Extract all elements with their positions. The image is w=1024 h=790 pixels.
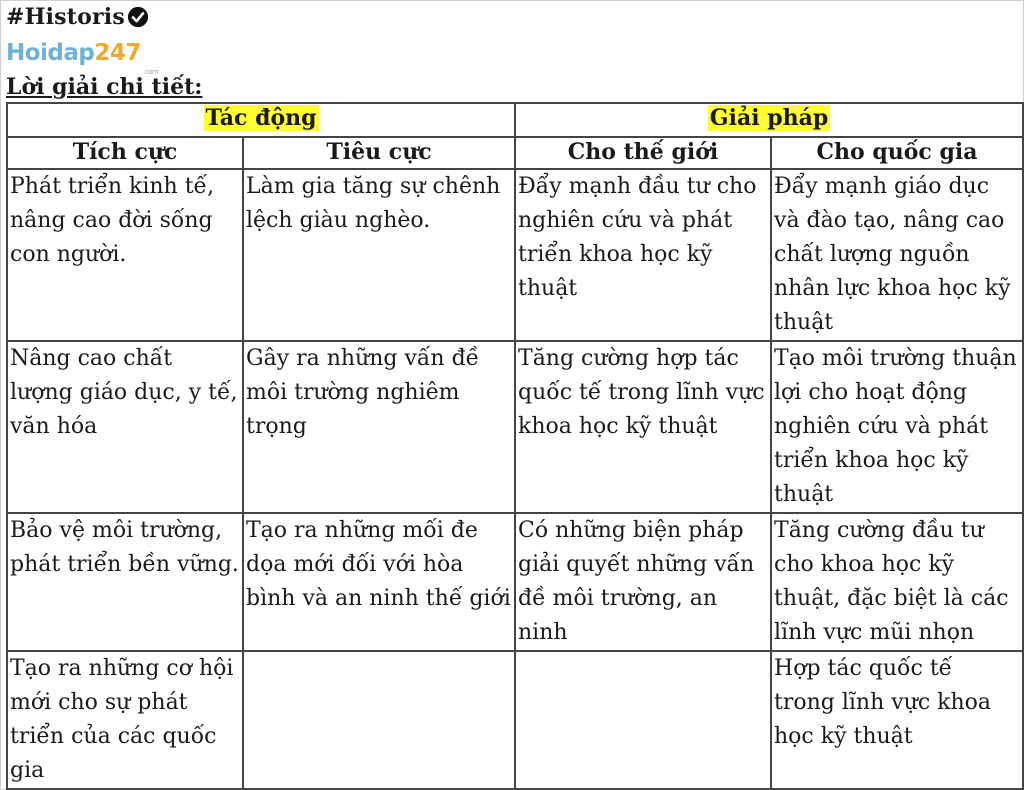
- table-row: [7, 513, 1023, 651]
- sub-header-positive: Tích cực: [7, 137, 243, 169]
- group-header-solution: [515, 103, 1023, 137]
- sub-header-nation: Cho quốc gia: [771, 137, 1023, 169]
- table-cell: Tạo môi trường thuận lợi cho hoạt động nghiên cứu và phát triển khoa học kỹ thuật: [771, 341, 1023, 513]
- table-cell: Có những biện pháp giải quyết những vấn đề môi trường, an ninh: [515, 513, 771, 651]
- sub-header-world: Cho thế giới: [515, 137, 771, 169]
- logo-main: oidap: [24, 40, 95, 66]
- section-title: Lời giải chi tiết:: [6, 74, 203, 100]
- hashtag-text: #Historis: [6, 4, 125, 30]
- table-row: [7, 651, 1023, 789]
- group-header-row: [7, 103, 1023, 137]
- table-cell: Gây ra những vấn đề môi trường nghiêm trọng: [243, 341, 515, 513]
- logo-sup: .com: [143, 68, 159, 76]
- logo-prefix: H: [6, 40, 25, 66]
- hoidap247-logo: [6, 40, 159, 76]
- sub-header-row: [7, 137, 1023, 169]
- logo-accent: 247: [94, 40, 141, 66]
- group-header-impact-label: Tác động: [205, 105, 317, 131]
- sub-header-negative: Tiêu cực: [243, 137, 515, 169]
- group-header-solution-label: Giải pháp: [709, 105, 829, 131]
- table-cell: Tạo ra những cơ hội mới cho sự phát triển của các quốc gia: [7, 651, 243, 789]
- table-cell: Bảo vệ môi trường, phát triển bền vững.: [7, 513, 243, 651]
- group-header-impact: [7, 103, 515, 137]
- table-cell: Phát triển kinh tế, nâng cao đời sống con người.: [7, 169, 243, 341]
- table-cell: Hợp tác quốc tế trong lĩnh vực khoa học kỹ thuật: [771, 651, 1023, 789]
- hashtag-title: [6, 4, 149, 30]
- table-cell: Nâng cao chất lượng giáo dục, y tế, văn hóa: [7, 341, 243, 513]
- table-cell: [243, 651, 515, 789]
- table-cell: Tạo ra những mối đe dọa mới đối với hòa bình và an ninh thế giới: [243, 513, 515, 651]
- check-circle-icon: [127, 6, 149, 28]
- table-cell: Đẩy mạnh đầu tư cho nghiên cứu và phát triển khoa học kỹ thuật: [515, 169, 771, 341]
- table-cell: Đẩy mạnh giáo dục và đào tạo, nâng cao chất lượng nguồn nhân lực khoa học kỹ thuật: [771, 169, 1023, 341]
- table-cell: Làm gia tăng sự chênh lệch giàu nghèo.: [243, 169, 515, 341]
- table-cell: Tăng cường đầu tư cho khoa học kỹ thuật, đặc biệt là các lĩnh vực mũi nhọn: [771, 513, 1023, 651]
- table-row: [7, 341, 1023, 513]
- table-cell: Tăng cường hợp tác quốc tế trong lĩnh vực khoa học kỹ thuật: [515, 341, 771, 513]
- table-cell: [515, 651, 771, 789]
- table-row: [7, 169, 1023, 341]
- solution-table: [6, 102, 1024, 790]
